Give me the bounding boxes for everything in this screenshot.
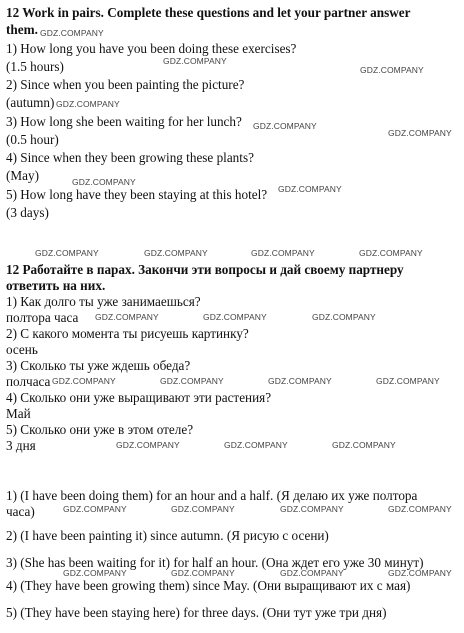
watermark: GDZ.COMPANY (72, 177, 136, 187)
watermark: GDZ.COMPANY (359, 248, 423, 258)
exercise-title-en-line2: them. (6, 22, 38, 37)
hint-ru-3: полчаса (6, 374, 51, 389)
watermark: GDZ.COMPANY (160, 376, 224, 386)
hint-en-4: (May) (6, 168, 39, 183)
hint-ru-2: осень (6, 342, 38, 357)
watermark: GDZ.COMPANY (376, 376, 440, 386)
watermark: GDZ.COMPANY (52, 376, 116, 386)
watermark: GDZ.COMPANY (40, 28, 104, 38)
hint-en-5: (3 days) (6, 205, 49, 220)
watermark: GDZ.COMPANY (63, 568, 127, 578)
answer-4: 4) (They have been growing them) since May. (Они выращивают их с мая) (6, 578, 411, 593)
watermark: GDZ.COMPANY (388, 568, 452, 578)
answer-3: 3) (She has been waiting for it) for half an hour. (Она ждет его уже 30 минут) (6, 555, 424, 570)
answer-1-line1: 1) (I have been doing them) for an hour and a half. (Я делаю их уже полтора (6, 488, 418, 503)
hint-ru-1: полтора часа (6, 310, 79, 325)
question-en-3: 3) How long she been waiting for her lunch? (6, 114, 242, 129)
hint-en-2: (autumn) (6, 95, 55, 110)
exercise-title-ru-line1: 12 Работайте в парах. Закончи эти вопросы и дай своему партнеру (6, 262, 404, 277)
watermark: GDZ.COMPANY (203, 312, 267, 322)
watermark: GDZ.COMPANY (332, 440, 396, 450)
hint-ru-4: Май (6, 406, 31, 421)
watermark: GDZ.COMPANY (251, 248, 315, 258)
question-ru-4: 4) Сколько они уже выращивают эти растения? (6, 390, 272, 405)
watermark: GDZ.COMPANY (280, 504, 344, 514)
hint-en-1: (1.5 hours) (6, 59, 64, 74)
watermark: GDZ.COMPANY (63, 504, 127, 514)
question-ru-3: 3) Сколько ты уже ждешь обеда? (6, 358, 191, 373)
watermark: GDZ.COMPANY (144, 248, 208, 258)
question-ru-1: 1) Как долго ты уже занимаешься? (6, 294, 201, 309)
answer-1-line2: часа) (6, 504, 35, 519)
exercise-title-en-line1: 12 Work in pairs. Complete these questions and let your partner answer (6, 5, 411, 20)
answer-2: 2) (I have been painting it) since autumn. (Я рисую с осени) (6, 528, 329, 543)
watermark: GDZ.COMPANY (280, 568, 344, 578)
watermark: GDZ.COMPANY (388, 128, 452, 138)
watermark: GDZ.COMPANY (171, 504, 235, 514)
watermark: GDZ.COMPANY (95, 312, 159, 322)
watermark: GDZ.COMPANY (388, 504, 452, 514)
watermark: GDZ.COMPANY (171, 568, 235, 578)
watermark: GDZ.COMPANY (253, 121, 317, 131)
question-en-4: 4) Since when they been growing these plants? (6, 150, 254, 165)
question-en-5: 5) How long have they been staying at this hotel? (6, 187, 268, 202)
watermark: GDZ.COMPANY (360, 65, 424, 75)
question-en-2: 2) Since when you been painting the picture? (6, 77, 245, 92)
answer-5: 5) (They have been staying here) for three days. (Они тут уже три дня) (6, 605, 387, 620)
watermark: GDZ.COMPANY (268, 376, 332, 386)
watermark: GDZ.COMPANY (224, 440, 288, 450)
exercise-title-ru-line2: ответить на них. (6, 278, 106, 293)
question-en-1: 1) How long you have you been doing these exercises? (6, 41, 297, 56)
watermark: GDZ.COMPANY (278, 184, 342, 194)
watermark: GDZ.COMPANY (116, 440, 180, 450)
watermark: GDZ.COMPANY (56, 99, 120, 109)
question-ru-2: 2) С какого момента ты рисуешь картинку? (6, 326, 249, 341)
watermark: GDZ.COMPANY (163, 56, 227, 66)
watermark: GDZ.COMPANY (312, 312, 376, 322)
hint-ru-5: 3 дня (6, 438, 36, 453)
hint-en-3: (0.5 hour) (6, 132, 59, 147)
question-ru-5: 5) Сколько они уже в этом отеле? (6, 422, 194, 437)
watermark: GDZ.COMPANY (35, 248, 99, 258)
